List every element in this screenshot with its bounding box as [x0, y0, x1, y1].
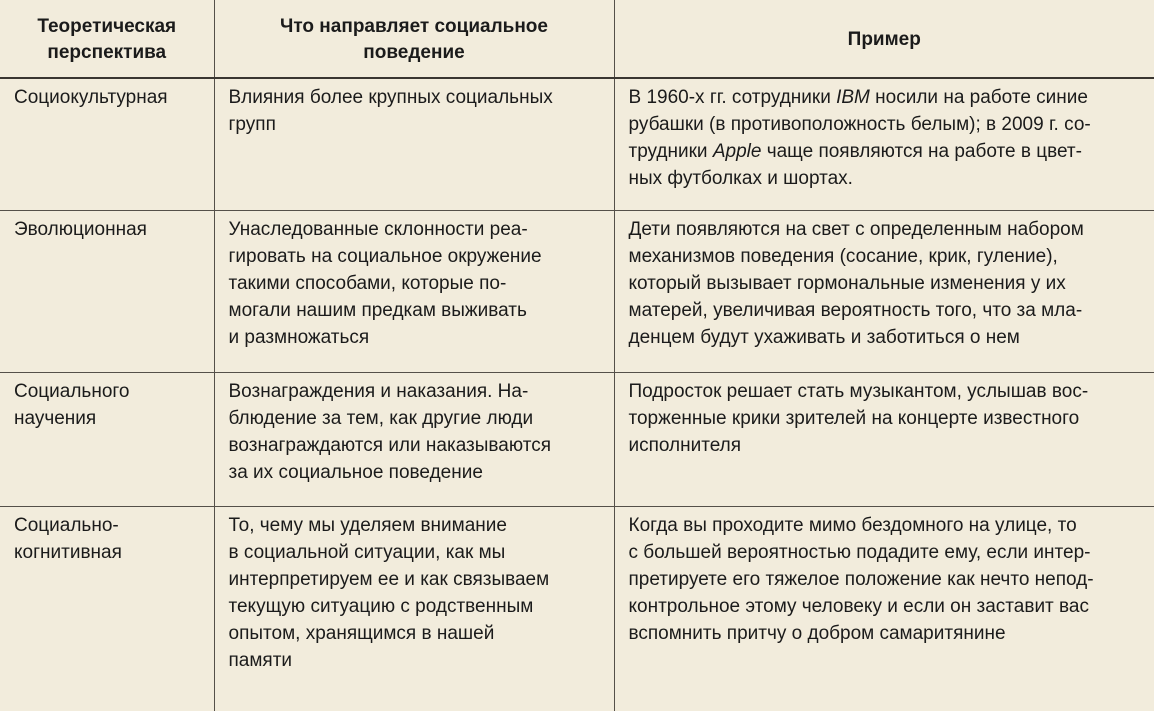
- header-row: [0, 0, 1154, 78]
- header-driver: Что направляет социальное поведение: [214, 0, 614, 78]
- cell-driver: Влияния более крупных социальных групп: [214, 78, 614, 210]
- cell-perspective: Социально- когнитивная: [0, 506, 214, 711]
- cell-example: Подросток решает стать музыкантом, услышав вос- торженные крики зрителей на концерте известного исполнителя: [614, 372, 1154, 506]
- cell-driver: То, чему мы уделяем внимание в социальной ситуации, как мы интерпретируем ее и как связываем текущую ситуацию с родственным опытом, хранящимся в нашей памяти: [214, 506, 614, 711]
- table-row: [0, 78, 1154, 210]
- table-row: [0, 372, 1154, 506]
- table-header: [0, 0, 1154, 78]
- cell-perspective: Социального научения: [0, 372, 214, 506]
- italic-term: Apple: [712, 141, 762, 162]
- cell-driver: Унаследованные склонности реа- гировать на социальное окружение такими способами, которые по- могали нашим предкам выживать и размножаться: [214, 210, 614, 372]
- table-body: [0, 78, 1154, 711]
- table-row: [0, 210, 1154, 372]
- cell-example: Когда вы проходите мимо бездомного на улице, то с большей вероятностью подадите ему, если интер- претируете его тяжелое положение как нечто непод- контрольное этому человеку и если он заставит вас вспомнить притчу о добром самаритянине: [614, 506, 1154, 711]
- cell-perspective: Социокультурная: [0, 78, 214, 210]
- table-row: [0, 506, 1154, 711]
- cell-example: В 1960-х гг. сотрудники IBM носили на работе синие рубашки (в противоположность белым); в 2009 г. со- трудники Apple чаще появляются на работе в цвет- ных футболках и шортах.: [614, 78, 1154, 210]
- header-example: Пример: [614, 0, 1154, 78]
- italic-term: IBM: [836, 87, 870, 108]
- cell-perspective: Эволюционная: [0, 210, 214, 372]
- cell-example: Дети появляются на свет с определенным набором механизмов поведения (сосание, крик, гуление), который вызывает гормональные изменения у их матерей, увеличивая вероятность того, что за мла- денцем будут ухаживать и заботиться о нем: [614, 210, 1154, 372]
- cell-driver: Вознаграждения и наказания. На- блюдение за тем, как другие люди вознаграждаются или наказываются за их социальное поведение: [214, 372, 614, 506]
- header-perspective: Теоретическая перспектива: [0, 0, 214, 78]
